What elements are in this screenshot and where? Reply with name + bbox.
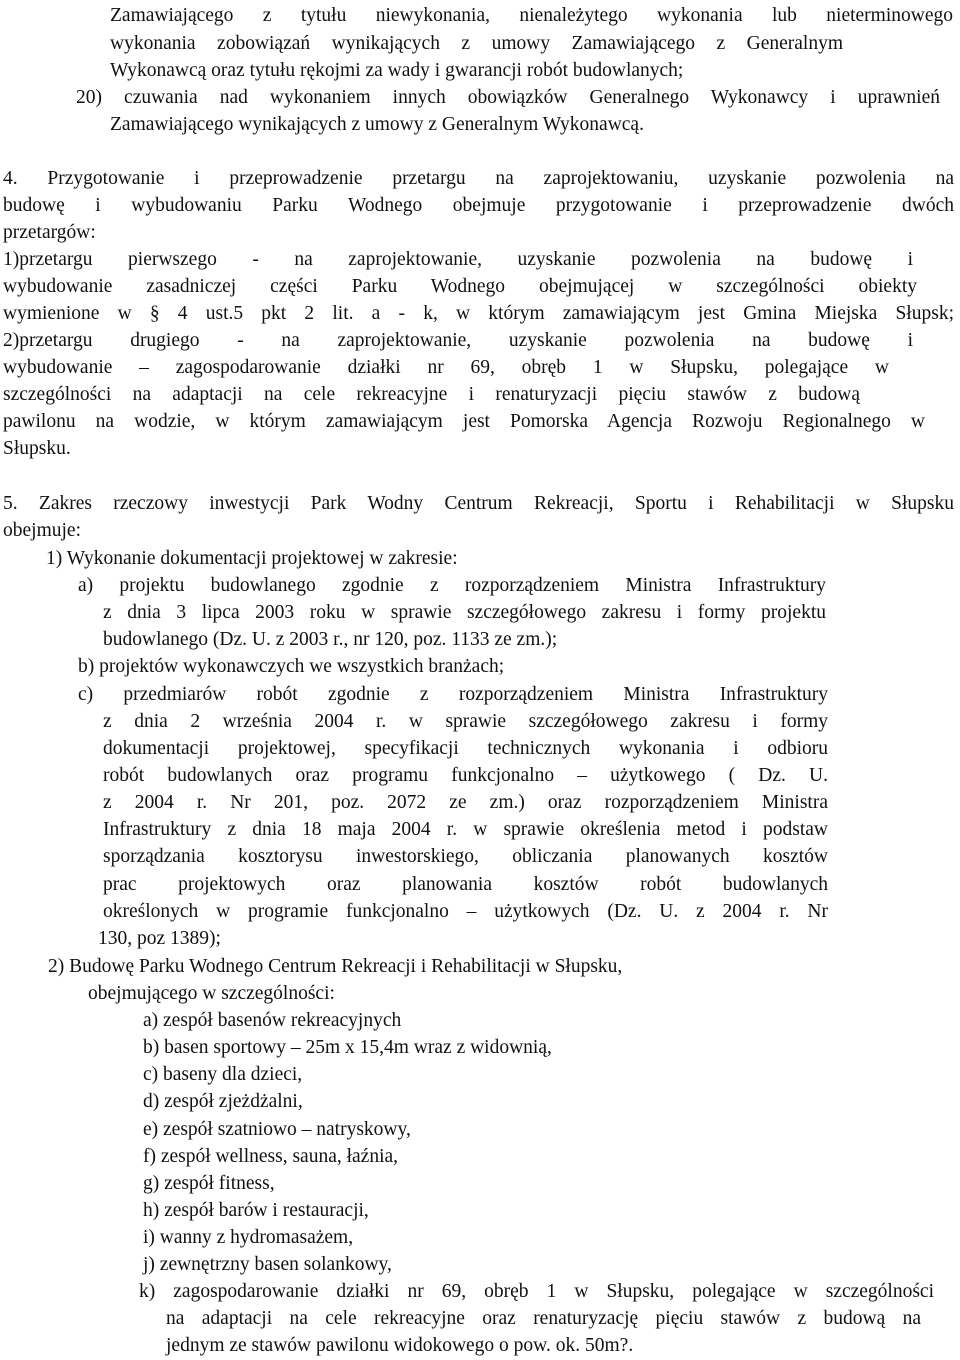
text-line: Wykonawcą oraz tytułu rękojmi za wady i gwarancji robót budowlanych;	[110, 60, 684, 81]
text-line: robót budowlanych oraz programu funkcjonalno – użytkowego ( Dz. U.	[103, 765, 828, 786]
tender-1-line: 1)przetargu pierwszego - na zaprojektowanie, uzyskanie pozwolenia na budowę i	[3, 249, 913, 270]
list-item-c: c) baseny dla dzieci,	[143, 1064, 303, 1085]
text-line: przetargów:	[3, 222, 96, 243]
text-line: wybudowanie – zagospodarowanie działki nr 69, obręb 1 w Słupsku, polegające w	[3, 357, 889, 378]
section-5-heading: 5. Zakres rzeczowy inwestycji Park Wodny Centrum Rekreacji, Sportu i Rehabilitacji w Słupsku	[3, 493, 954, 514]
list-item-k: k) zagospodarowanie działki nr 69, obręb 1 w Słupsku, polegające w szczególności	[139, 1281, 934, 1302]
text-line: obejmuje:	[3, 520, 81, 541]
list-item-d: d) zespół zjeżdżalni,	[143, 1091, 303, 1112]
subsection-1-heading: 1) Wykonanie dokumentacji projektowej w zakresie:	[46, 548, 458, 569]
list-item-e: e) zespół szatniowo – natryskowy,	[143, 1119, 411, 1140]
section-4-heading: 4. Przygotowanie i przeprowadzenie przetargu na zaprojektowaniu, uzyskanie pozwolenia na	[3, 168, 954, 189]
text-line: szczególności na adaptacji na cele rekreacyjne i renaturyzacji pięciu stawów z budową	[3, 384, 860, 405]
tender-2-line: 2)przetargu drugiego - na zaprojektowanie, uzyskanie pozwolenia na budowę i	[3, 330, 913, 351]
text-line: na adaptacji na cele rekreacyjne oraz renaturyzację pięciu stawów z budową na	[166, 1308, 921, 1329]
text-line: dokumentacji projektowej, specyfikacji technicznych wykonania i odbioru	[103, 738, 828, 759]
text-line: 130, poz 1389);	[98, 928, 221, 949]
text-line: prac projektowych oraz planowania kosztów robót budowlanych	[103, 874, 828, 895]
text-line: z 2004 r. Nr 201, poz. 2072 ze zm.) oraz rozporządzeniem Ministra	[103, 792, 828, 813]
text-line: wykonania zobowiązań wynikających z umowy Zamawiającego z Generalnym	[110, 33, 843, 54]
text-line: Słupsku.	[3, 438, 71, 459]
list-item-i: i) wanny z hydromasażem,	[143, 1227, 354, 1248]
text-line: Zamawiającego wynikających z umowy z Generalnym Wykonawcą.	[110, 114, 644, 135]
list-item-a: a) projektu budowlanego zgodnie z rozporządzeniem Ministra Infrastruktury	[78, 575, 826, 596]
list-item-b: b) projektów wykonawczych we wszystkich branżach;	[78, 656, 505, 677]
text-line: budowę i wybudowaniu Parku Wodnego obejmuje przygotowanie i przeprowadzenie dwóch	[3, 195, 954, 216]
text-line: obejmującego w szczególności:	[88, 983, 335, 1004]
text-line: z dnia 2 września 2004 r. w sprawie szczegółowego zakresu i formy	[103, 711, 828, 732]
text-line: pawilonu na wodzie, w którym zamawiającym jest Pomorska Agencja Rozwoju Regionalnego w	[3, 411, 925, 432]
subsection-2-heading: 2) Budowę Parku Wodnego Centrum Rekreacji i Rehabilitacji w Słupsku,	[48, 956, 623, 977]
list-item-c: c) przedmiarów robót zgodnie z rozporządzeniem Ministra Infrastruktury	[78, 684, 828, 705]
list-item-a: a) zespół basenów rekreacyjnych	[143, 1010, 402, 1031]
list-item-h: h) zespół barów i restauracji,	[143, 1200, 369, 1221]
text-line: sporządzania kosztorysu inwestorskiego, obliczania planowanych kosztów	[103, 846, 828, 867]
text-line: jednym ze stawów pawilonu widokowego o pow. ok. 50m?.	[166, 1335, 634, 1356]
list-item-20: 20) czuwania nad wykonaniem innych obowiązków Generalnego Wykonawcy i uprawnień	[76, 87, 940, 108]
text-line: wymienione w § 4 ust.5 pkt 2 lit. a - k, w którym zamawiającym jest Gmina Miejska Słupsk;	[3, 303, 954, 324]
text-line: określonych w programie funkcjonalno – użytkowych (Dz. U. z 2004 r. Nr	[103, 901, 828, 922]
text-line: budowlanego (Dz. U. z 2003 r., nr 120, poz. 1133 ze zm.);	[103, 629, 558, 650]
text-line: Zamawiającego z tytułu niewykonania, nienależytego wykonania lub nieterminowego	[110, 5, 953, 26]
list-item-g: g) zespół fitness,	[143, 1173, 275, 1194]
text-line: z dnia 3 lipca 2003 roku w sprawie szczegółowego zakresu i formy projektu	[103, 602, 826, 623]
text-line: Infrastruktury z dnia 18 maja 2004 r. w sprawie określenia metod i podstaw	[103, 819, 828, 840]
list-item-f: f) zespół wellness, sauna, łaźnia,	[143, 1146, 399, 1167]
list-item-j: j) zewnętrzny basen solankowy,	[143, 1254, 392, 1275]
text-line: wybudowanie zasadniczej części Parku Wodnego obejmującej w szczególności obiekty	[3, 276, 917, 297]
list-item-b: b) basen sportowy – 25m x 15,4m wraz z widownią,	[143, 1037, 552, 1058]
